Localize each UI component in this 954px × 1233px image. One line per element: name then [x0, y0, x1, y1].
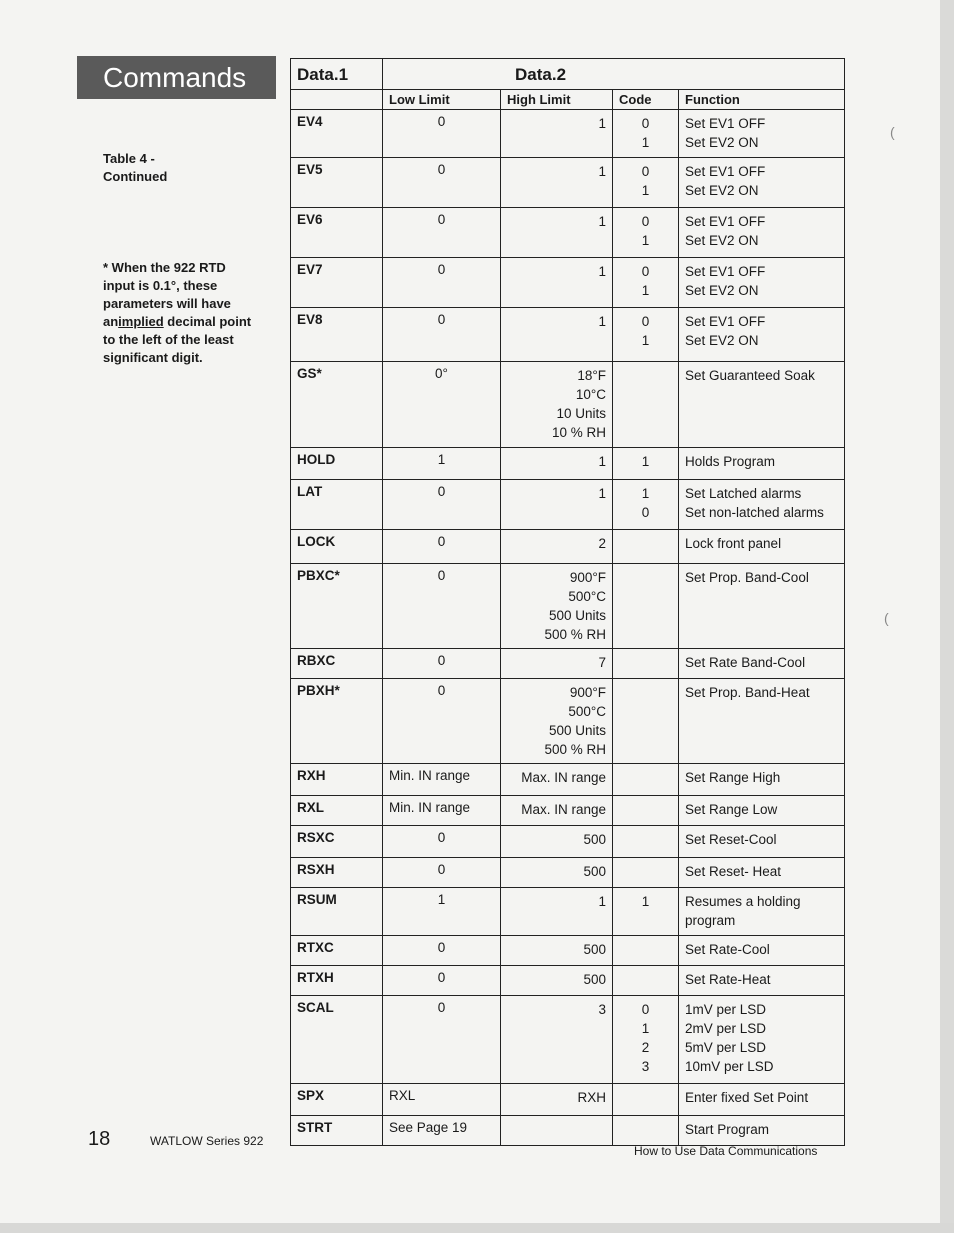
margin-mark: (: [884, 610, 889, 626]
function-cell: Set Prop. Band-Heat: [679, 679, 845, 764]
margin-mark: (: [890, 124, 895, 140]
function-cell: Set Guaranteed Soak: [679, 362, 845, 448]
function-cell: Holds Program: [679, 448, 845, 480]
caption-line-1: Table 4 -: [103, 151, 155, 166]
high-limit-cell: 7: [501, 649, 613, 679]
low-limit-cell: 0: [383, 110, 501, 158]
table-row: [291, 308, 845, 362]
low-limit-cell: See Page 19: [383, 1116, 501, 1146]
command-name: SPX: [291, 1084, 383, 1116]
footer-section-title: How to Use Data Communications: [634, 1144, 818, 1158]
low-limit-cell: 0: [383, 530, 501, 564]
data1-header: Data.1: [291, 59, 383, 90]
high-limit-cell: 1: [501, 208, 613, 258]
high-limit-cell: 1: [501, 308, 613, 362]
code-cell: [613, 966, 679, 996]
low-limit-cell: 1: [383, 888, 501, 936]
code-cell: [613, 858, 679, 888]
low-limit-cell: 0: [383, 966, 501, 996]
table-row: [291, 1116, 845, 1146]
code-header: Code: [613, 90, 679, 110]
function-cell: Set Rate-Heat: [679, 966, 845, 996]
low-limit-cell: 0: [383, 649, 501, 679]
high-limit-cell: 2: [501, 530, 613, 564]
command-name: RSXC: [291, 826, 383, 858]
code-cell: 0 1: [613, 258, 679, 308]
high-limit-cell: 1: [501, 448, 613, 480]
function-cell: Set EV1 OFF Set EV2 ON: [679, 158, 845, 208]
command-name: EV5: [291, 158, 383, 208]
table-row: [291, 764, 845, 796]
high-limit-cell: 500: [501, 826, 613, 858]
code-cell: 0 1: [613, 308, 679, 362]
table-row: [291, 936, 845, 966]
high-limit-cell: 3: [501, 996, 613, 1084]
function-cell: Set Rate Band-Cool: [679, 649, 845, 679]
name-column-header: [291, 90, 383, 110]
table-row: [291, 158, 845, 208]
high-limit-cell: 500: [501, 858, 613, 888]
table-row: [291, 888, 845, 936]
high-limit-cell: 1: [501, 480, 613, 530]
footnote-text-after: decimal point to the left of the least significant digit.: [103, 314, 252, 365]
command-name: RXH: [291, 764, 383, 796]
code-cell: [613, 936, 679, 966]
low-limit-cell: RXL: [383, 1084, 501, 1116]
function-header: Function: [679, 90, 845, 110]
code-cell: 0 1: [613, 110, 679, 158]
section-header: Commands: [77, 56, 276, 99]
function-cell: Start Program: [679, 1116, 845, 1146]
footnote-text-before: * When the 922 RTD input is 0.1°, these parameters will have an: [103, 260, 231, 329]
command-name: RSXH: [291, 858, 383, 888]
function-cell: Set EV1 OFF Set EV2 ON: [679, 308, 845, 362]
code-cell: [613, 1116, 679, 1146]
table-row: [291, 966, 845, 996]
code-cell: [613, 826, 679, 858]
command-name: SCAL: [291, 996, 383, 1084]
high-limit-cell: RXH: [501, 1084, 613, 1116]
function-cell: Enter fixed Set Point: [679, 1084, 845, 1116]
table-row: [291, 258, 845, 308]
command-name: GS*: [291, 362, 383, 448]
code-cell: [613, 530, 679, 564]
low-limit-cell: 0: [383, 564, 501, 649]
caption-line-2: Continued: [103, 169, 168, 184]
high-limit-cell: 900°F 500°C 500 Units 500 % RH: [501, 564, 613, 649]
function-cell: 1mV per LSD 2mV per LSD 5mV per LSD 10mV per LSD: [679, 996, 845, 1084]
low-limit-cell: 0: [383, 679, 501, 764]
command-name: LAT: [291, 480, 383, 530]
table-row: [291, 448, 845, 480]
table-row: [291, 480, 845, 530]
function-cell: Set Latched alarms Set non-latched alarms: [679, 480, 845, 530]
table-row: [291, 208, 845, 258]
low-limit-cell: 0: [383, 936, 501, 966]
command-name: PBXC*: [291, 564, 383, 649]
table-row: [291, 858, 845, 888]
command-name: RXL: [291, 796, 383, 826]
table-row: [291, 110, 845, 158]
code-cell: 0 1: [613, 158, 679, 208]
code-cell: [613, 362, 679, 448]
low-limit-cell: 0: [383, 480, 501, 530]
table-row: [291, 530, 845, 564]
function-cell: Set EV1 OFF Set EV2 ON: [679, 110, 845, 158]
table-row: [291, 564, 845, 649]
code-cell: [613, 796, 679, 826]
low-limit-cell: 0: [383, 996, 501, 1084]
code-cell: [613, 1084, 679, 1116]
command-name: RTXC: [291, 936, 383, 966]
table-row: [291, 362, 845, 448]
low-limit-cell: 0°: [383, 362, 501, 448]
function-cell: Lock front panel: [679, 530, 845, 564]
page-edge: [940, 0, 954, 1233]
high-limit-cell: 1: [501, 110, 613, 158]
code-cell: [613, 764, 679, 796]
footer-brand: WATLOW Series 922: [150, 1134, 264, 1148]
code-cell: [613, 649, 679, 679]
low-limit-cell: Min. IN range: [383, 764, 501, 796]
high-limit-cell: Max. IN range: [501, 796, 613, 826]
command-name: LOCK: [291, 530, 383, 564]
low-limit-header: Low Limit: [383, 90, 501, 110]
high-limit-cell: 500: [501, 936, 613, 966]
low-limit-cell: 0: [383, 158, 501, 208]
footnote: [103, 259, 253, 367]
code-cell: 1: [613, 448, 679, 480]
function-cell: Set EV1 OFF Set EV2 ON: [679, 258, 845, 308]
page-number: 18: [88, 1128, 111, 1150]
command-name: RSUM: [291, 888, 383, 936]
code-cell: 1 0: [613, 480, 679, 530]
table-row: [291, 679, 845, 764]
code-cell: 0 1 2 3: [613, 996, 679, 1084]
command-name: EV6: [291, 208, 383, 258]
table-row: [291, 796, 845, 826]
low-limit-cell: 1: [383, 448, 501, 480]
code-cell: [613, 679, 679, 764]
command-name: STRT: [291, 1116, 383, 1146]
low-limit-cell: 0: [383, 858, 501, 888]
table-caption: [103, 150, 223, 186]
code-cell: [613, 564, 679, 649]
command-name: RTXH: [291, 966, 383, 996]
table-row: [291, 649, 845, 679]
high-limit-header: High Limit: [501, 90, 613, 110]
high-limit-cell: [501, 1116, 613, 1146]
command-name: RBXC: [291, 649, 383, 679]
high-limit-cell: 500: [501, 966, 613, 996]
function-cell: Set Rate-Cool: [679, 936, 845, 966]
command-name: PBXH*: [291, 679, 383, 764]
table-row: [291, 1084, 845, 1116]
high-limit-cell: Max. IN range: [501, 764, 613, 796]
function-cell: Resumes a holding program: [679, 888, 845, 936]
table-row: [291, 996, 845, 1084]
function-cell: Set EV1 OFF Set EV2 ON: [679, 208, 845, 258]
scan-bottom-edge: [0, 1223, 954, 1233]
code-cell: 1: [613, 888, 679, 936]
function-cell: Set Reset-Cool: [679, 826, 845, 858]
low-limit-cell: Min. IN range: [383, 796, 501, 826]
footnote-underlined-word: implied: [118, 314, 164, 329]
code-cell: 0 1: [613, 208, 679, 258]
low-limit-cell: 0: [383, 826, 501, 858]
command-name: EV4: [291, 110, 383, 158]
low-limit-cell: 0: [383, 308, 501, 362]
high-limit-cell: 1: [501, 258, 613, 308]
low-limit-cell: 0: [383, 208, 501, 258]
function-cell: Set Range High: [679, 764, 845, 796]
function-cell: Set Prop. Band-Cool: [679, 564, 845, 649]
table-row: [291, 826, 845, 858]
high-limit-cell: 18°F 10°C 10 Units 10 % RH: [501, 362, 613, 448]
low-limit-cell: 0: [383, 258, 501, 308]
command-name: EV8: [291, 308, 383, 362]
data2-header: Data.2: [383, 59, 845, 90]
table-body: [291, 110, 845, 1146]
command-name: EV7: [291, 258, 383, 308]
high-limit-cell: 1: [501, 158, 613, 208]
function-cell: Set Reset- Heat: [679, 858, 845, 888]
command-name: HOLD: [291, 448, 383, 480]
high-limit-cell: 900°F 500°C 500 Units 500 % RH: [501, 679, 613, 764]
commands-table: [290, 58, 845, 1146]
function-cell: Set Range Low: [679, 796, 845, 826]
high-limit-cell: 1: [501, 888, 613, 936]
